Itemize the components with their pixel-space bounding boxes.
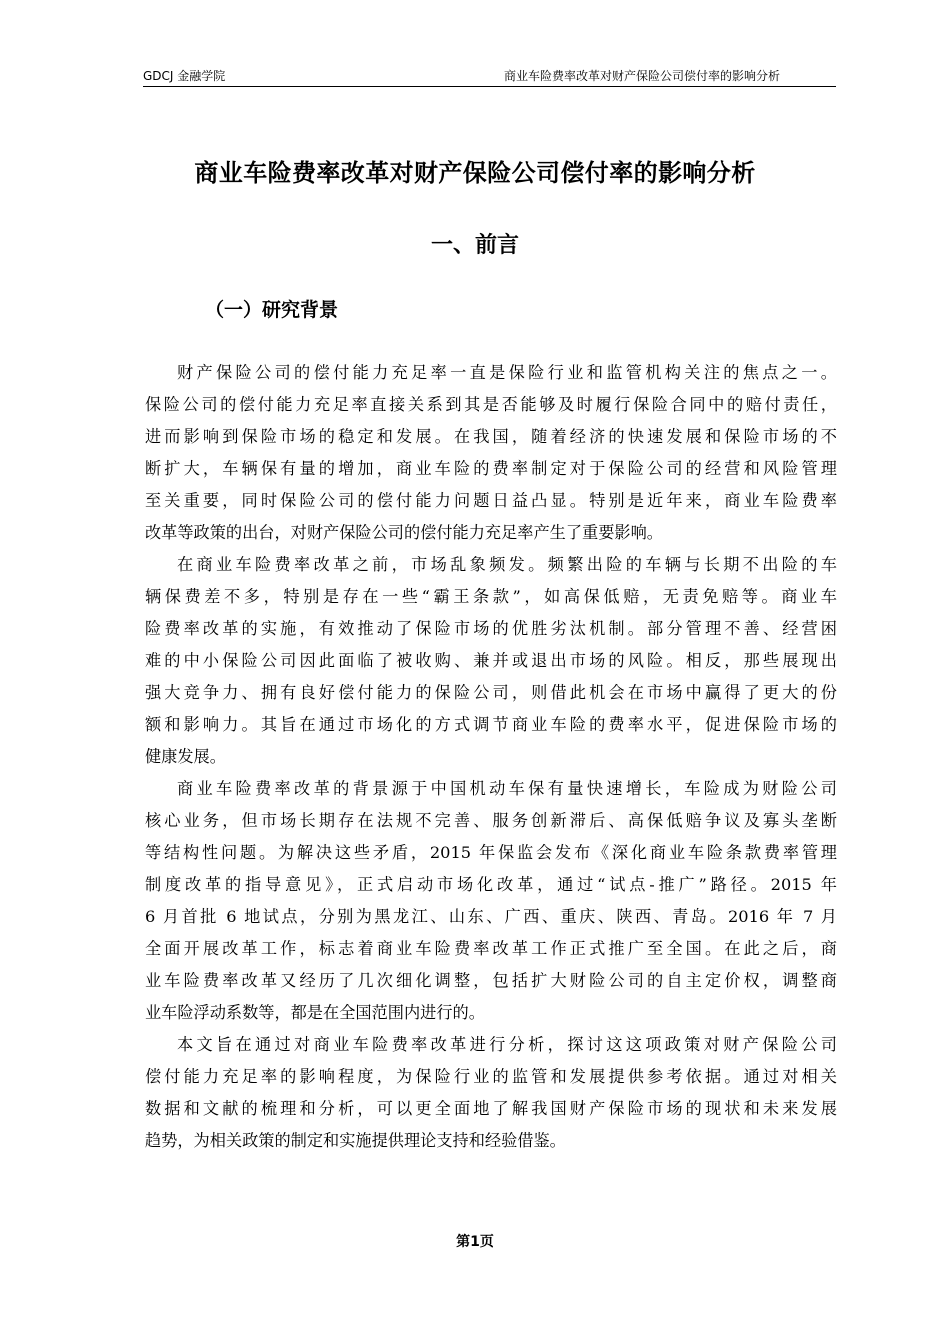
paragraph-1-line-3: 进而影响到保险市场的稳定和发展。在我国，随着经济的快速发展和保险市场的不 — [145, 427, 837, 446]
paragraph-2-line-1: 在商业车险费率改革之前，市场乱象频发。频繁出险的车辆与长期不出险的车 — [177, 555, 837, 574]
paragraph-2-line-2: 辆保费差不多，特别是存在一些“霸王条款”，如高保低赔，无责免赔等。商业车 — [145, 587, 837, 606]
paragraph-3-line-8: 业车险浮动系数等，都是在全国范围内进行的。 — [145, 1003, 485, 1022]
paragraph-1-line-6: 改革等政策的出台，对财产保险公司的偿付能力充足率产生了重要影响。 — [145, 523, 663, 542]
paragraph-4-line-4: 趋势，为相关政策的制定和实施提供理论支持和经验借鉴。 — [145, 1131, 566, 1150]
paragraph-2-line-4: 难的中小保险公司因此面临了被收购、兼并或退出市场的风险。相反，那些展现出 — [145, 651, 837, 670]
page-number: 第1页 — [456, 1234, 494, 1250]
paragraph-2-line-6: 额和影响力。其旨在通过市场化的方式调节商业车险的费率水平，促进保险市场的 — [145, 715, 837, 734]
paragraph-3-line-4: 制度改革的指导意见》，正式启动市场化改革，通过“试点-推广”路径。2015 年 — [145, 875, 837, 894]
header-document-title: 商业车险费率改革对财产保险公司偿付率的影响分析 — [503, 69, 780, 83]
paragraph-3-line-5: 6 月首批 6 地试点，分别为黑龙江、山东、广西、重庆、陕西、青岛。2016 年 7 月 — [145, 907, 837, 926]
paragraph-1-line-2: 保险公司的偿付能力充足率直接关系到其是否能够及时履行保险合同中的赔付责任， — [145, 395, 837, 414]
paragraph-3-line-2: 核心业务，但市场长期存在法规不完善、服务创新滞后、高保低赔争议及寡头垄断 — [145, 811, 837, 830]
paragraph-1-line-5: 至关重要，同时保险公司的偿付能力问题日益凸显。特别是近年来，商业车险费率 — [145, 491, 837, 510]
document-title: 商业车险费率改革对财产保险公司偿付率的影响分析 — [194, 159, 756, 187]
paragraph-3-line-6: 全面开展改革工作，标志着商业车险费率改革工作正式推广至全国。在此之后，商 — [145, 939, 837, 958]
paragraph-3-line-3: 等结构性问题。为解决这些矛盾，2015 年保监会发布《深化商业车险条款费率管理 — [145, 843, 837, 862]
paragraph-3-line-1: 商业车险费率改革的背景源于中国机动车保有量快速增长，车险成为财险公司 — [177, 779, 837, 798]
paragraph-1-line-1: 财产保险公司的偿付能力充足率一直是保险行业和监管机构关注的焦点之一。 — [177, 363, 837, 382]
paragraph-1-line-4: 断扩大，车辆保有量的增加，商业车险的费率制定对于保险公司的经营和风险管理 — [145, 459, 837, 478]
paragraph-4-line-1: 本文旨在通过对商业车险费率改革进行分析，探讨这这项政策对财产保险公司 — [177, 1035, 837, 1054]
paragraph-4-line-2: 偿付能力充足率的影响程度，为保险行业的监管和发展提供参考依据。通过对相关 — [145, 1067, 837, 1086]
paragraph-2-line-7: 健康发展。 — [145, 747, 226, 766]
paragraph-2-line-5: 强大竞争力、拥有良好偿付能力的保险公司，则借此机会在市场中赢得了更大的份 — [145, 683, 837, 702]
subsection-heading: （一）研究背景 — [205, 299, 339, 321]
running-header — [143, 68, 836, 87]
paragraph-4-line-3: 数据和文献的梳理和分析，可以更全面地了解我国财产保险市场的现状和未来发展 — [145, 1099, 837, 1118]
paragraph-2-line-3: 险费率改革的实施，有效推动了保险市场的优胜劣汰机制。部分管理不善、经营困 — [145, 619, 837, 638]
paragraph-3-line-7: 业车险费率改革又经历了几次细化调整，包括扩大财险公司的自主定价权，调整商 — [145, 971, 837, 990]
section-heading: 一、前言 — [430, 233, 519, 258]
header-school-name: GDCJ 金融学院 — [143, 69, 226, 83]
